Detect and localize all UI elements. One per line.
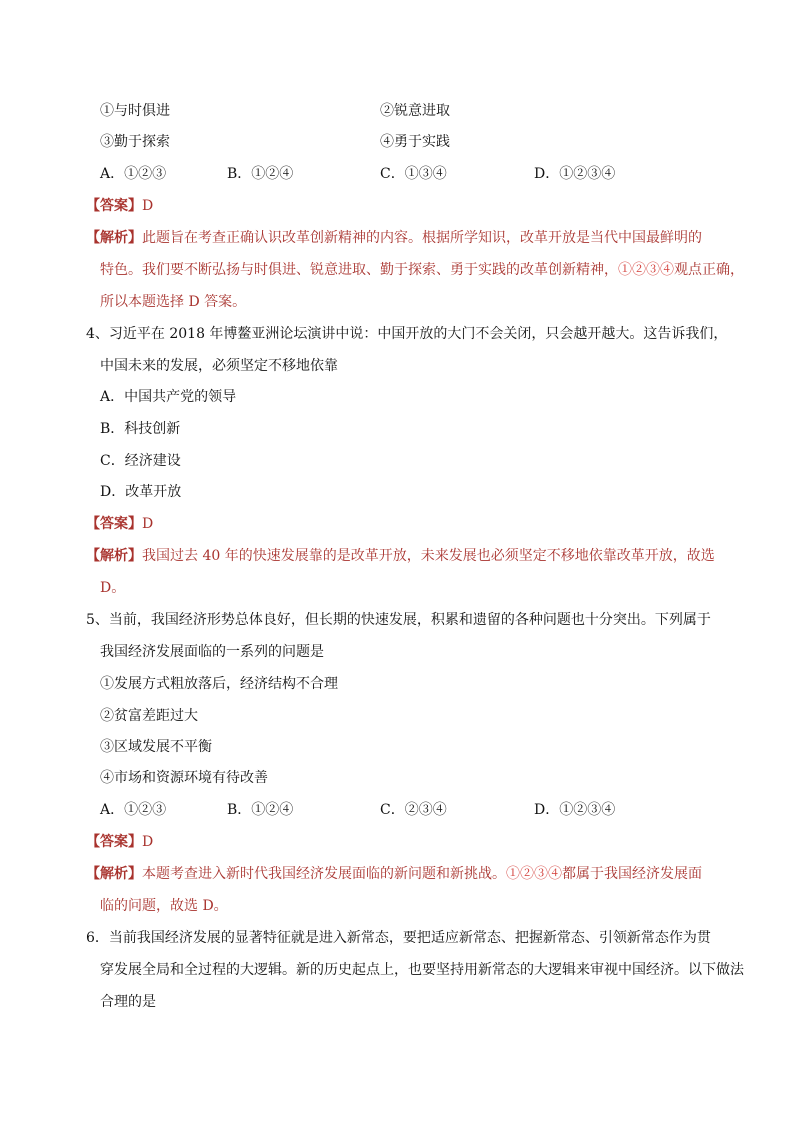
q3-analysis-line-2 [100,260,744,280]
q3-choice-a: A．①②③ [100,166,167,182]
q4-analysis-line-2: D。 [100,580,126,596]
q3-choice-d: D．①②③④ [534,166,616,182]
q4-answer-label: 【答案】 [86,516,142,532]
q5-item-3: ③区域发展不平衡 [100,739,212,755]
q3-opt1: ①与时俱进 [100,103,170,119]
q3-analysis-text-2c: 观点正确， [674,262,744,278]
q5-item-1: ①发展方式粗放落后，经济结构不合理 [100,676,338,692]
q3-choice-b: B．①②④ [227,166,294,182]
q5-answer [86,832,710,852]
q5-stem-line-2: 我国经济发展面临的一系列的问题是 [100,644,324,660]
q4-option-a: A．中国共产党的领导 [100,389,237,405]
q3-opt4: ④勇于实践 [380,134,450,150]
q3-analysis-text-2b: ①②③④ [618,262,674,278]
q4-analysis-label: 【解析】 [86,548,142,564]
q4-answer [86,514,710,534]
q3-answer-value: D [142,198,154,214]
q4-analysis-text-1: 我国过去 40 年的快速发展靠的是改革开放，未来发展也必须坚定不移地依靠改革开放，故选 [142,548,715,564]
q4-stem-line-2: 中国未来的发展，必须坚定不移地依靠 [100,358,338,374]
q4-option-d: D．改革开放 [100,484,182,500]
q4-stem-line-1: 4、习近平在 2018 年博鳌亚洲论坛演讲中说：中国开放的大门不会关闭，只会越开越大。这告诉我们， [86,326,728,342]
q3-analysis-line-1 [86,228,710,248]
q5-choice-c: C．②③④ [380,802,447,818]
q4-analysis-line-1 [86,546,715,566]
q3-answer [86,196,710,216]
q5-analysis-label: 【解析】 [86,866,142,882]
q5-choice-a: A．①②③ [100,802,167,818]
q5-analysis-text-1a: 本题考查进入新时代我国经济发展面临的新问题和新挑战。 [142,866,506,882]
q3-analysis-label: 【解析】 [86,230,142,246]
q6-stem-line-1: 6．当前我国经济发展的显著特征就是进入新常态，要把适应新常态、把握新常态、引领新常态作为贯 [86,930,711,946]
q5-analysis-line-2: 临的问题，故选 D。 [100,898,228,914]
q5-analysis-text-1b: ①②③④ [506,866,562,882]
q5-item-4: ④市场和资源环境有待改善 [100,770,268,786]
q4-option-c: C．经济建设 [100,453,181,469]
q5-item-2: ②贫富差距过大 [100,708,198,724]
q5-analysis-line-1 [86,864,710,884]
q3-answer-label: 【答案】 [86,198,142,214]
q5-stem-line-1: 5、当前，我国经济形势总体良好，但长期的快速发展，积累和遗留的各种问题也十分突出。下列属于 [86,612,711,628]
q4-answer-value: D [142,516,154,532]
q3-analysis-line-3: 所以本题选择 D 答案。 [100,294,247,310]
q3-opt3: ③勤于探索 [100,134,170,150]
q3-choice-c: C．①③④ [380,166,447,182]
q6-stem-line-3: 合理的是 [100,994,156,1010]
q5-choice-d: D．①②③④ [534,802,616,818]
q5-choice-b: B．①②④ [227,802,294,818]
q3-analysis-text-2a: 特色。我们要不断弘扬与时俱进、锐意进取、勤于探索、勇于实践的改革创新精神， [100,262,618,278]
q5-answer-label: 【答案】 [86,834,142,850]
q3-analysis-text-1: 此题旨在考查正确认识改革创新精神的内容。根据所学知识，改革开放是当代中国最鲜明的 [142,230,702,246]
q6-stem-line-2: 穿发展全局和全过程的大逻辑。新的历史起点上，也要坚持用新常态的大逻辑来审视中国经济。以下做法 [100,962,744,978]
q5-answer-value: D [142,834,154,850]
q3-opt2: ②锐意进取 [380,103,450,119]
q5-analysis-text-1c: 都属于我国经济发展面 [562,866,702,882]
q4-option-b: B．科技创新 [100,421,181,437]
